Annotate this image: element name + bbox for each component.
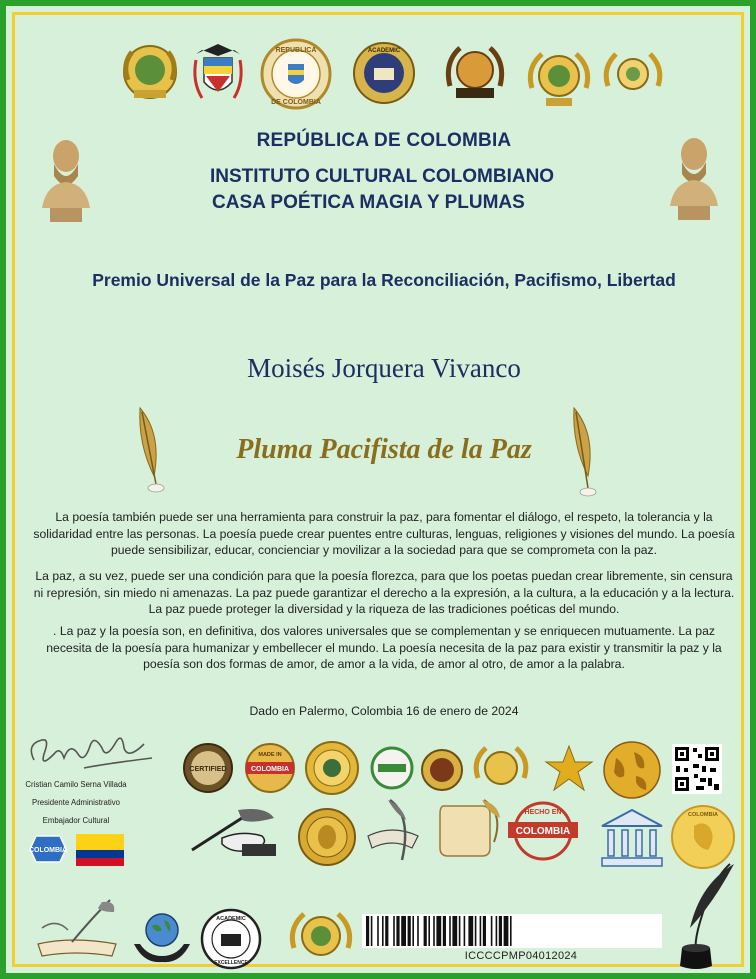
- academic-label: ACADEMIC: [216, 916, 246, 922]
- gold-wreath-emblem-icon: [602, 50, 664, 102]
- gold-star-icon: [544, 744, 594, 792]
- institution-building-icon: [600, 806, 664, 868]
- certified-seal: [182, 742, 234, 794]
- excellence-label: EXCELLENCE: [214, 960, 248, 966]
- distinction-title: Pluma Pacifista de la Paz: [236, 434, 532, 465]
- quill-and-book-icon: [32, 898, 122, 964]
- republica-de-colombia-seal: [260, 38, 332, 110]
- academic-excellence-bottom-seal: [200, 908, 262, 970]
- signatory-role-1: Presidente Administrativo: [32, 798, 120, 807]
- hecho-colombia-label: COLOMBIA: [515, 826, 571, 837]
- excellence-seal: [420, 748, 464, 792]
- barcode: [362, 914, 662, 948]
- certified-label: CERTIFIED: [189, 766, 227, 773]
- academic-excellence-seal: [352, 40, 416, 106]
- laurel-medal-icon: [472, 744, 530, 794]
- certificate-code: ICCCCPMP04012024: [464, 950, 578, 962]
- body-paragraph-3: . La paz y la poesía son, en definitiva, dos valores universales que se complementan y se enriquecen mutuamente. La paz necesita de la poesía para humanizar y embellecer el mundo. La poesía necesita de la paz para existir y transmitir la paz y la poesía son dos formas de amor, de amor a la vida, de amor al otro, de amor a la palabra.: [46, 624, 722, 671]
- qr-code-icon: [672, 744, 722, 794]
- bottom-laurel-medal-icon: [286, 908, 356, 966]
- colombia-badge: [26, 832, 70, 866]
- svg-text:REPUBLICA: REPUBLICA: [275, 47, 317, 54]
- hecho-en-colombia-stamp: [504, 800, 582, 862]
- quill-inkwell-icon: [660, 862, 740, 974]
- gold-dollar-coin-seal: [304, 740, 360, 796]
- signatory-name: Cristian Camilo Serna Villada: [25, 780, 127, 789]
- recipient-name: Moisés Jorquera Vivanco: [247, 353, 521, 383]
- award-title: Premio Universal de la Paz para la Reconciliación, Pacifismo, Libertad: [92, 270, 676, 290]
- header-republic: REPÚBLICA DE COLOMBIA: [256, 130, 512, 151]
- header-institute: INSTITUTO CULTURAL COLOMBIANO: [210, 166, 555, 187]
- gold-seal-colombia-label: COLOMBIA: [688, 812, 718, 818]
- header-house: CASA POÉTICA MAGIA Y PLUMAS: [212, 192, 525, 213]
- issued-date: Dado en Palermo, Colombia 16 de enero de 2024: [249, 704, 519, 718]
- made-in-colombia-seal: [242, 742, 298, 794]
- made-in-colombia-label: COLOMBIA: [250, 766, 290, 773]
- gold-globe-icon: [602, 740, 662, 800]
- made-in-label: MADE IN: [258, 752, 282, 758]
- handwritten-signature: [24, 724, 160, 780]
- body-paragraph-1: La poesía también puede ser una herramienta para construir la paz, para fomentar el diálogo, el respeto, la tolerancia y la solidaridad entre las personas. La poesía puede crear puentes entre culturas, lenguas, religiones y visiones del mundo. La poesía puede sensibilizar, educar, concienciar y movilizar a la sociedad para que se comprometa con la paz.: [33, 510, 735, 557]
- parchment-scroll-icon: [434, 796, 506, 860]
- colombia-coat-of-arms-icon: [190, 42, 246, 106]
- republica-de-colombia-gold-seal: [670, 804, 736, 870]
- colombia-flag-icon: [76, 834, 124, 866]
- svg-text:DE COLOMBIA: DE COLOMBIA: [271, 99, 321, 106]
- bronze-award-plaque-icon: [444, 42, 506, 104]
- hecho-en-label: HECHO EN: [524, 809, 562, 816]
- pen-and-scroll-icon: [362, 796, 424, 874]
- colombia-badge-label: COLOMBIA: [28, 847, 68, 854]
- svg-text:ACADEMIC: ACADEMIC: [367, 48, 401, 54]
- gold-laurel-emblem-icon: [118, 40, 182, 104]
- globe-in-hands-icon: [130, 904, 194, 968]
- hand-writing-quill-icon: [182, 804, 278, 858]
- gold-coin-icon: [296, 806, 358, 868]
- signatory-role-2: Embajador Cultural: [42, 816, 110, 825]
- green-ribbon-seal: [370, 746, 414, 790]
- body-paragraph-2: La paz, a su vez, puede ser una condición para que la poesía florezca, para que los poetas puedan crear libremente, sin censura ni represión, sin miedo ni amenazas. La paz puede garantizar el derecho a la expresión, a la cultura, a la educación y a la lectura. La paz puede proteger la diversidad y la riqueza de las tradiciones poéticas del mundo.: [33, 569, 735, 616]
- gold-laurel-medal-icon: [524, 48, 594, 108]
